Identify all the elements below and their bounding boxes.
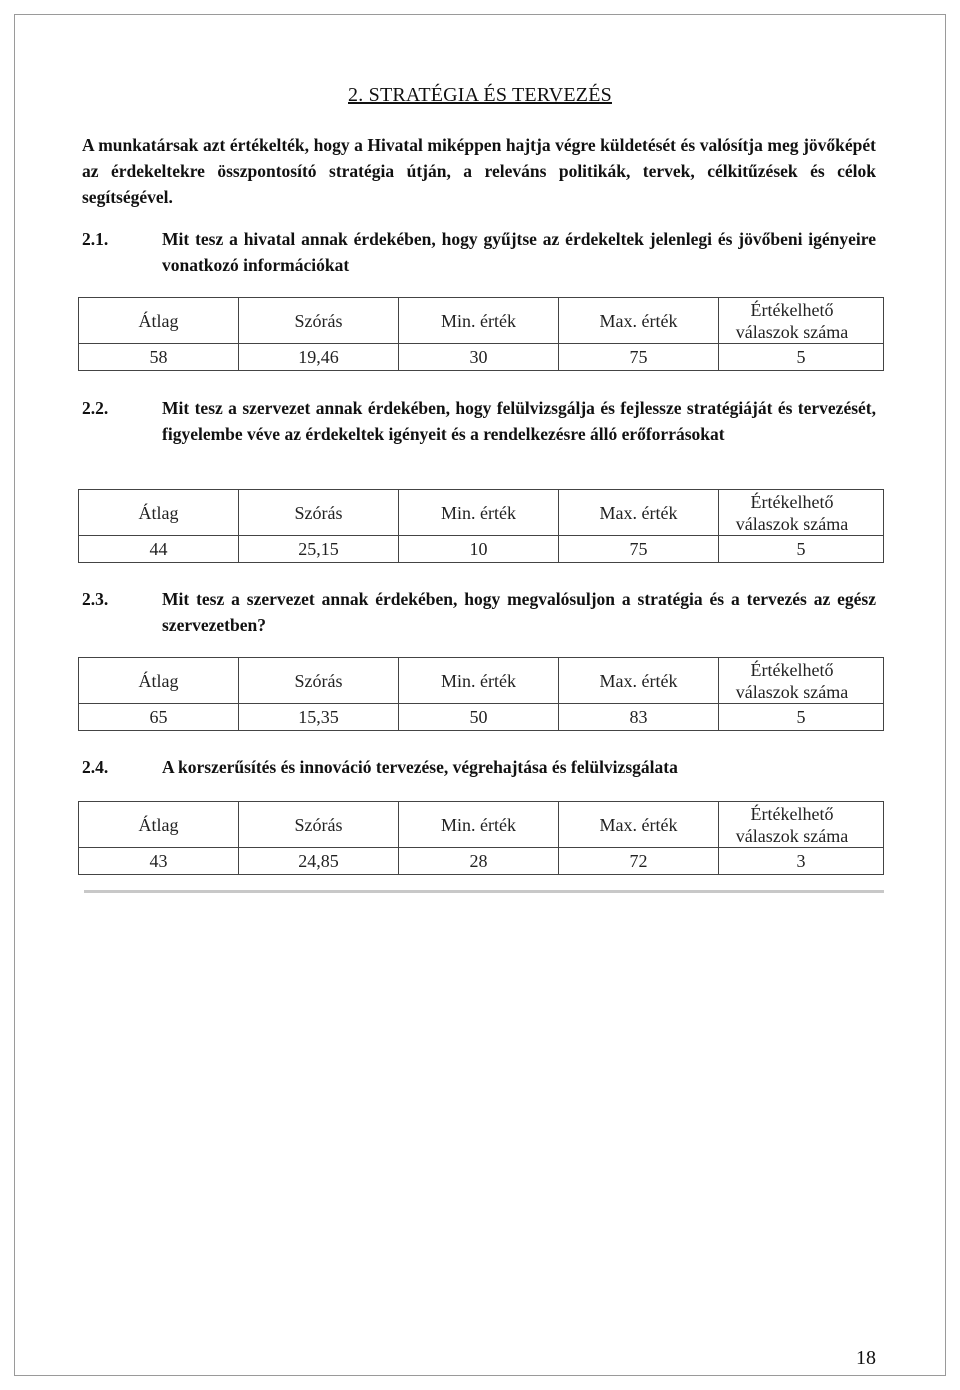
question-number: 2.4. — [82, 757, 109, 777]
question-text: Mit tesz a szervezet annak érdekében, hogy megvalósuljon a stratégia és a tervezés az egész szervezetben? — [162, 589, 876, 635]
header-sd: Szórás — [239, 298, 399, 344]
cell-n: 5 — [719, 536, 884, 563]
table-header-row — [79, 802, 884, 848]
question-2-1 — [82, 226, 876, 278]
header-max: Max. érték — [559, 298, 719, 344]
header-eval: Értékelhető válaszok száma — [719, 658, 884, 704]
cell-n: 5 — [719, 344, 884, 371]
intro-paragraph: A munkatársak azt értékelték, hogy a Hivatal miképpen hajtja végre küldetését és valósítja meg jövőképét az érdekeltekre összpontosító stratégia útján, a releváns politikák, tervek, célkitűzések és célok segítségével. — [82, 135, 876, 207]
stats-table-2-4 — [78, 801, 884, 875]
cell-min: 10 — [399, 536, 559, 563]
header-sd: Szórás — [239, 658, 399, 704]
table-header-row — [79, 490, 884, 536]
table-row — [79, 344, 884, 371]
page-number: 18 — [856, 1347, 876, 1369]
header-max: Max. érték — [559, 802, 719, 848]
header-mean: Átlag — [79, 298, 239, 344]
stats-table-2-2 — [78, 489, 884, 563]
header-mean: Átlag — [79, 658, 239, 704]
cell-min: 28 — [399, 848, 559, 875]
question-text: Mit tesz a szervezet annak érdekében, hogy felülvizsgálja és fejlessze stratégiáját és tervezését, figyelembe véve az érdekeltek igényeit és a rendelkezésre álló erőforrásokat — [162, 398, 876, 444]
cell-n: 5 — [719, 704, 884, 731]
cell-min: 50 — [399, 704, 559, 731]
cell-mean: 65 — [79, 704, 239, 731]
question-number: 2.3. — [82, 589, 109, 609]
cell-mean: 44 — [79, 536, 239, 563]
cell-mean: 43 — [79, 848, 239, 875]
table-row — [79, 704, 884, 731]
table-header-row — [79, 658, 884, 704]
stats-table-2-1 — [78, 297, 884, 371]
header-eval: Értékelhető válaszok száma — [719, 802, 884, 848]
section-title: 2. STRATÉGIA ÉS TERVEZÉS — [348, 84, 612, 106]
header-min: Min. érték — [399, 802, 559, 848]
header-max: Max. érték — [559, 658, 719, 704]
header-min: Min. érték — [399, 658, 559, 704]
header-sd: Szórás — [239, 802, 399, 848]
header-mean: Átlag — [79, 802, 239, 848]
cell-n: 3 — [719, 848, 884, 875]
header-max: Max. érték — [559, 490, 719, 536]
cell-max: 72 — [559, 848, 719, 875]
header-min: Min. érték — [399, 298, 559, 344]
question-number: 2.1. — [82, 229, 109, 249]
question-number: 2.2. — [82, 398, 109, 418]
cell-sd: 25,15 — [239, 536, 399, 563]
header-mean: Átlag — [79, 490, 239, 536]
cell-sd: 19,46 — [239, 344, 399, 371]
table-header-row — [79, 298, 884, 344]
cell-sd: 24,85 — [239, 848, 399, 875]
header-eval: Értékelhető válaszok száma — [719, 298, 884, 344]
table-row — [79, 536, 884, 563]
cell-mean: 58 — [79, 344, 239, 371]
question-text: A korszerűsítés és innováció tervezése, végrehajtása és felülvizsgálata — [162, 757, 678, 777]
table-row — [79, 848, 884, 875]
header-min: Min. érték — [399, 490, 559, 536]
cell-max: 75 — [559, 536, 719, 563]
table-shadow-divider — [84, 890, 884, 893]
cell-max: 75 — [559, 344, 719, 371]
stats-table-2-3 — [78, 657, 884, 731]
cell-min: 30 — [399, 344, 559, 371]
header-eval: Értékelhető válaszok száma — [719, 490, 884, 536]
question-2-4 — [82, 754, 876, 780]
cell-max: 83 — [559, 704, 719, 731]
question-2-2 — [82, 395, 876, 447]
header-sd: Szórás — [239, 490, 399, 536]
cell-sd: 15,35 — [239, 704, 399, 731]
question-2-3 — [82, 586, 876, 638]
question-text: Mit tesz a hivatal annak érdekében, hogy gyűjtse az érdekeltek jelenlegi és jövőbeni igényeire vonatkozó információkat — [162, 229, 876, 275]
